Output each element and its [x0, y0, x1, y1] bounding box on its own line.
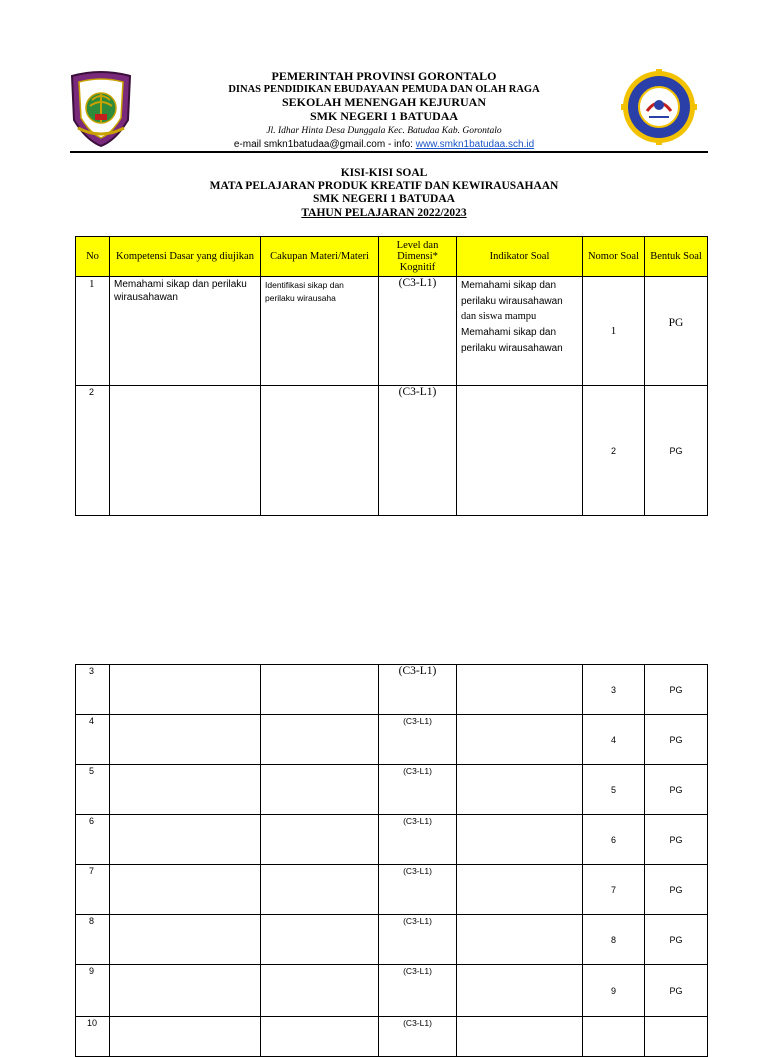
cell-nomor: 1 — [583, 277, 645, 386]
table-row — [76, 965, 708, 1017]
cell-nomor: 9 — [583, 965, 645, 1017]
cell-indikator — [457, 865, 583, 915]
cell-bentuk: PG — [645, 715, 708, 765]
cell-kd — [110, 765, 261, 815]
header-indikator: Indikator Soal — [457, 237, 583, 277]
header-address: Jl. Idhar Hinta Desa Dunggala Kec. Batudaa Kab. Gorontalo — [266, 126, 502, 137]
header-line-1: PEMERINTAH PROVINSI GORONTALO — [271, 69, 497, 83]
cell-indikator — [457, 815, 583, 865]
cell-cakupan — [261, 865, 379, 915]
cell-cakupan — [261, 665, 379, 715]
table-row — [76, 915, 708, 965]
cell-nomor: 8 — [583, 915, 645, 965]
title-school: SMK NEGERI 1 BATUDAA — [313, 193, 455, 206]
cell-kd — [110, 665, 261, 715]
cell-level: (C3-L1) — [379, 915, 457, 965]
cell-cakupan — [261, 815, 379, 865]
document-titles — [0, 167, 768, 220]
cell-bentuk — [645, 1017, 708, 1057]
header-no: No — [76, 237, 110, 277]
provincial-crest-icon — [68, 70, 134, 148]
cell-indikator — [457, 915, 583, 965]
cell-bentuk: PG — [645, 665, 708, 715]
cell-bentuk: PG — [645, 765, 708, 815]
table-row — [76, 715, 708, 765]
cell-indikator — [457, 765, 583, 815]
cell-level: (C3-L1) — [379, 1017, 457, 1057]
cell-cakupan — [261, 915, 379, 965]
cell-kd — [110, 815, 261, 865]
cell-cakupan — [261, 386, 379, 516]
table-row — [76, 765, 708, 815]
cell-level: (C3-L1) — [379, 765, 457, 815]
cell-cakupan: Identifikasi sikap dan perilaku wirausaha — [261, 277, 379, 386]
cell-nomor: 3 — [583, 665, 645, 715]
header-cakupan: Cakupan Materi/Materi — [261, 237, 379, 277]
header-kd: Kompetensi Dasar yang diujikan — [110, 237, 261, 277]
cell-nomor: 5 — [583, 765, 645, 815]
cell-bentuk: PG — [645, 815, 708, 865]
table-row — [76, 815, 708, 865]
cell-no: 3 — [76, 665, 110, 715]
cell-no: 6 — [76, 815, 110, 865]
kisi-table-top — [75, 236, 708, 516]
cell-kd — [110, 1017, 261, 1057]
table-row — [76, 665, 708, 715]
cell-kd — [110, 715, 261, 765]
cell-nomor: 2 — [583, 386, 645, 516]
cell-kd — [110, 915, 261, 965]
website-link[interactable]: www.smkn1batudaa.sch.id — [415, 139, 535, 151]
cell-kd — [110, 965, 261, 1017]
cell-no: 8 — [76, 915, 110, 965]
cell-no: 5 — [76, 765, 110, 815]
cell-nomor: 6 — [583, 815, 645, 865]
header-line-4: SMK NEGERI 1 BATUDAA — [309, 108, 459, 123]
table-header-row — [76, 237, 708, 277]
header-bentuk: Bentuk Soal — [645, 237, 708, 277]
cell-level: (C3-L1) — [379, 965, 457, 1017]
cell-no: 9 — [76, 965, 110, 1017]
table-row — [76, 277, 708, 386]
cell-cakupan — [261, 715, 379, 765]
cell-bentuk: PG — [645, 965, 708, 1017]
cell-indikator — [457, 1017, 583, 1057]
cell-nomor — [583, 1017, 645, 1057]
cell-kd — [110, 386, 261, 516]
table-row — [76, 1017, 708, 1057]
cell-no: 10 — [76, 1017, 110, 1057]
indikator-c: Memahami sikap dan perilaku wirausahawan — [461, 327, 563, 354]
title-subject: MATA PELAJARAN PRODUK KREATIF DAN KEWIRAUSAHAAN — [209, 180, 559, 193]
contact-email: e-mail smkn1batudaa@gmail.com - info: — [233, 139, 416, 151]
cell-level: (C3-L1) — [379, 665, 457, 715]
header-divider — [70, 151, 708, 153]
cell-level: (C3-L1) — [379, 865, 457, 915]
cell-nomor: 4 — [583, 715, 645, 765]
cell-kd: Memahami sikap dan perilaku wirausahawan — [110, 277, 261, 386]
header-nomor: Nomor Soal — [583, 237, 645, 277]
header-line-3: SEKOLAH MENENGAH KEJURUAN — [281, 94, 487, 109]
cell-indikator — [457, 277, 583, 386]
cell-kd — [110, 865, 261, 915]
cell-level: (C3-L1) — [379, 277, 457, 386]
cell-no: 4 — [76, 715, 110, 765]
cell-level: (C3-L1) — [379, 715, 457, 765]
indikator-a: Memahami sikap dan perilaku wirausahawan — [461, 280, 563, 307]
cell-no: 7 — [76, 865, 110, 915]
cell-level: (C3-L1) — [379, 815, 457, 865]
kisi-table-bottom — [75, 664, 708, 1057]
table-row — [76, 386, 708, 516]
cell-indikator — [457, 965, 583, 1017]
header-contact — [150, 139, 618, 151]
indikator-b: dan siswa mampu — [461, 311, 537, 322]
cell-cakupan — [261, 965, 379, 1017]
cell-cakupan — [261, 765, 379, 815]
cell-bentuk: PG — [645, 277, 708, 386]
cell-no: 1 — [76, 277, 110, 386]
header-line-2: DINAS PENDIDIKAN EBUDAYAAN PEMUDA DAN OLAH RAGA — [228, 83, 540, 95]
cell-indikator — [457, 386, 583, 516]
cell-level: (C3-L1) — [379, 386, 457, 516]
cell-indikator — [457, 715, 583, 765]
cell-bentuk: PG — [645, 915, 708, 965]
header-level: Level dan Dimensi* Kognitif — [379, 237, 457, 277]
title-kisi: KISI-KISI SOAL — [340, 167, 428, 179]
cell-bentuk: PG — [645, 386, 708, 516]
cell-nomor: 7 — [583, 865, 645, 915]
cell-bentuk: PG — [645, 865, 708, 915]
title-year: TAHUN PELAJARAN 2022/2023 — [301, 206, 467, 219]
school-gear-emblem-icon — [621, 69, 697, 145]
cell-cakupan — [261, 1017, 379, 1057]
cell-no: 2 — [76, 386, 110, 516]
table-row — [76, 865, 708, 915]
cell-indikator — [457, 665, 583, 715]
letterhead — [0, 0, 768, 160]
